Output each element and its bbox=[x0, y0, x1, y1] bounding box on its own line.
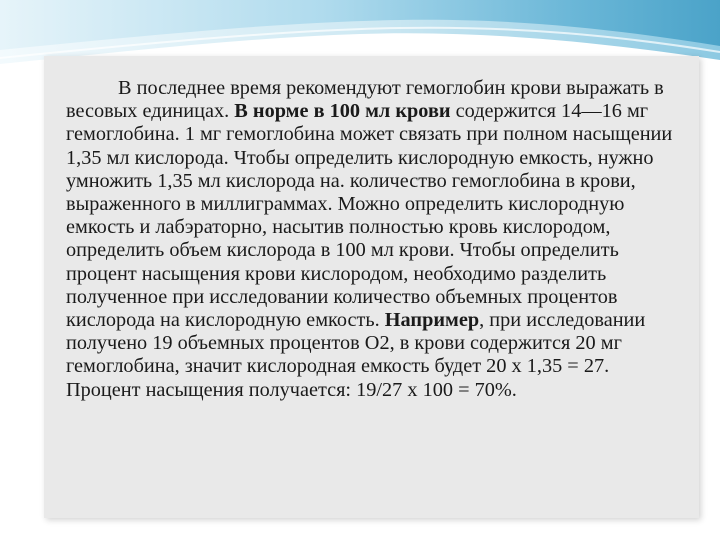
body-paragraph bbox=[66, 77, 688, 402]
text-segment: содержится 14—16 мг гемоглобина. 1 мг гемоглобина может связать при полном насыщении 1,35 мл кислорода. Чтобы определить кислородную емкость, нужно умножить 1,35 мл кислорода на. количество гемоглобина в крови, выраженного в миллиграммах. Можно определить кислородную емкость и лабэраторно, насытив полностью кровь кислородом, определить объем кислорода в 100 мл крови. Чтобы определить процент насыщения крови кислородом, необходимо разделить полученное при исследовании количество объемных процентов кислорода на кислородную емкость. bbox=[66, 100, 673, 332]
text-segment-bold: Например bbox=[384, 309, 480, 332]
text-segment: , при исследовании получено 19 объемных процентов О2, в крови содержится 20 мг гемоглобина, значит кислородная емкость будет 20 х 1,35 = 27. Процент насыщения получается: 19/27 х 100 = 70%. bbox=[66, 309, 646, 401]
text-segment: В последнее время рекомендуют гемоглобин крови выражать в весовых единицах. bbox=[66, 77, 664, 123]
text-segment-bold: В норме в 100 мл крови bbox=[234, 100, 451, 123]
